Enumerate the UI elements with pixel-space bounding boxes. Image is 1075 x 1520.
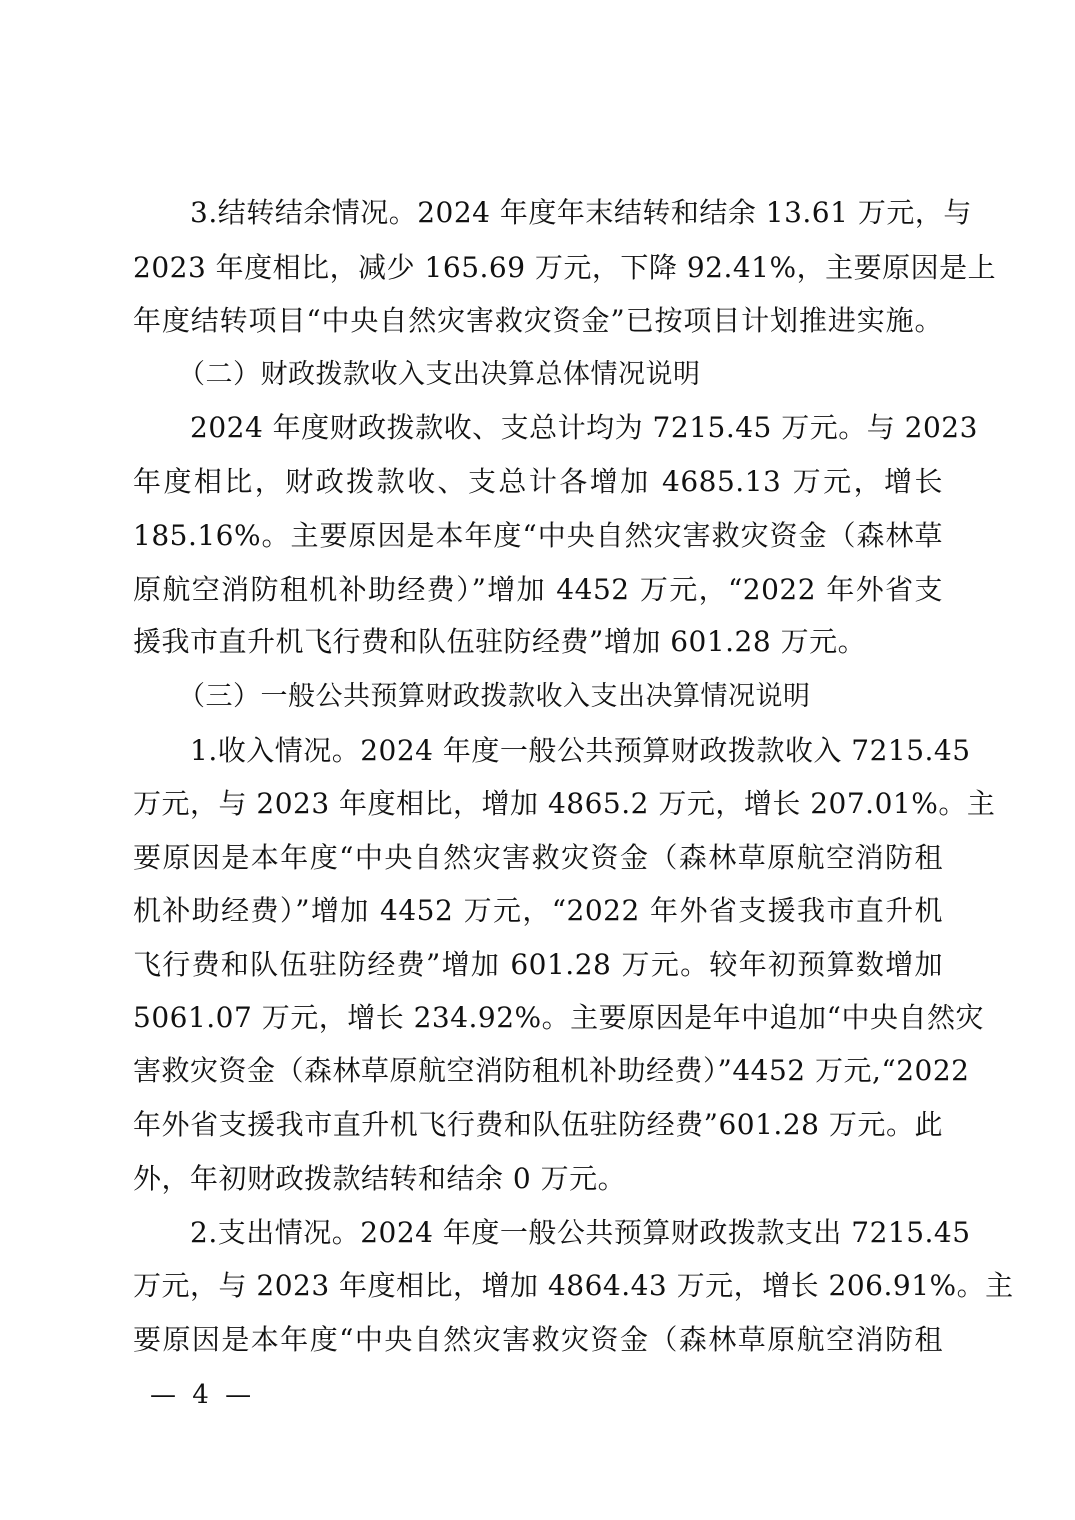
section-heading: （三）一般公共预算财政拨款收入支出决算情况说明 <box>178 681 811 712</box>
page-number: — 4 — <box>150 1380 256 1410</box>
paragraph-line: 3.结转结余情况。2024 年度年末结转和结余 13.61 万元，与 <box>190 196 972 229</box>
paragraph-line: 年度相比，财政拨款收、支总计各增加 4685.13 万元，增长 <box>133 465 943 498</box>
paragraph-line: 2023 年度相比，减少 165.69 万元，下降 92.41%，主要原因是上 <box>133 251 997 284</box>
paragraph-line: 年度结转项目“中央自然灾害救灾资金”已按项目计划推进实施。 <box>133 304 943 337</box>
paragraph-line: 1.收入情况。2024 年度一般公共预算财政拨款收入 7215.45 <box>190 734 971 767</box>
paragraph-line: 外，年初财政拨款结转和结余 0 万元。 <box>133 1162 627 1195</box>
paragraph-line: 万元，与 2023 年度相比，增加 4865.2 万元，增长 207.01%。主 <box>133 787 996 820</box>
paragraph-line: 原航空消防租机补助经费）”增加 4452 万元，“2022 年外省支 <box>133 573 943 606</box>
paragraph-line: 害救灾资金（森林草原航空消防租机补助经费）”4452 万元,“2022 <box>133 1054 970 1087</box>
paragraph-line: 年外省支援我市直升机飞行费和队伍驻防经费”601.28 万元。此 <box>133 1108 943 1141</box>
paragraph-line: 2.支出情况。2024 年度一般公共预算财政拨款支出 7215.45 <box>190 1216 971 1249</box>
paragraph-line: 185.16%。主要原因是本年度“中央自然灾害救灾资金（森林草 <box>133 519 943 552</box>
paragraph-line: 5061.07 万元，增长 234.92%。主要原因是年中追加“中央自然灾 <box>133 1001 984 1034</box>
paragraph-line: 万元，与 2023 年度相比，增加 4864.43 万元，增长 206.91%。主 <box>133 1269 1014 1302</box>
paragraph-line: 要原因是本年度“中央自然灾害救灾资金（森林草原航空消防租 <box>133 841 943 874</box>
paragraph-line: 机补助经费）”增加 4452 万元，“2022 年外省支援我市直升机 <box>133 894 943 927</box>
paragraph-line: 飞行费和队伍驻防经费”增加 601.28 万元。较年初预算数增加 <box>133 948 943 981</box>
paragraph-line: 2024 年度财政拨款收、支总计均为 7215.45 万元。与 2023 <box>190 411 978 444</box>
paragraph-line: 援我市直升机飞行费和队伍驻防经费”增加 601.28 万元。 <box>133 625 867 658</box>
paragraph-line: 要原因是本年度“中央自然灾害救灾资金（森林草原航空消防租 <box>133 1323 943 1356</box>
section-heading: （二）财政拨款收入支出决算总体情况说明 <box>178 359 701 390</box>
